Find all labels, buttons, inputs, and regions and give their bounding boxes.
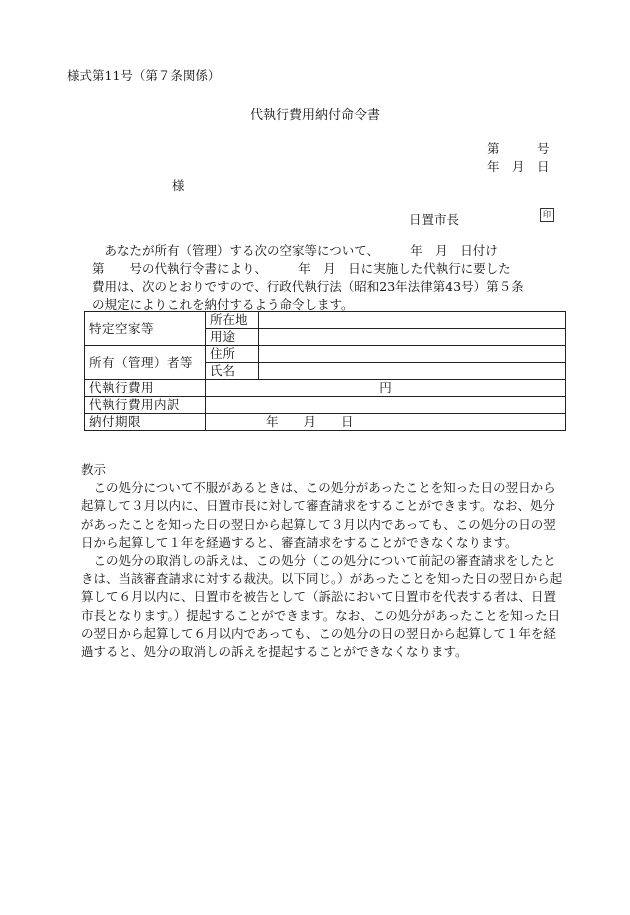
order-line: 費用は、次のとおりですので、行政代執行法（昭和23年法律第43号）第５条 bbox=[92, 279, 524, 294]
document-number: 第 号 bbox=[487, 141, 550, 156]
breakdown-label: 代執行費用内訳 bbox=[85, 397, 206, 414]
table-row bbox=[85, 380, 566, 397]
location-label: 所在地 bbox=[206, 312, 259, 329]
breakdown-value bbox=[206, 397, 566, 414]
order-line: 第 号の代執行令書により、 年 月 日に実施した代執行に要した bbox=[92, 261, 511, 276]
deadline-value: 年 月 日 bbox=[206, 414, 566, 431]
instruction-heading: 教示 bbox=[81, 462, 107, 477]
address-label: 住所 bbox=[206, 346, 259, 363]
cost-label: 代執行費用 bbox=[85, 380, 206, 397]
name-label: 氏名 bbox=[206, 363, 259, 380]
document-title: 代執行費用納付命令書 bbox=[249, 108, 380, 123]
order-line: あなたが所有（管理）する次の空家等について、 年 月 日付け bbox=[104, 243, 498, 258]
form-number: 様式第11号（第７条関係） bbox=[67, 68, 221, 83]
cost-value bbox=[206, 380, 566, 397]
location-value bbox=[259, 312, 566, 329]
specified-house-label: 特定空家等 bbox=[85, 312, 206, 346]
instruction-section bbox=[81, 461, 566, 661]
address-value bbox=[259, 346, 566, 363]
table-row bbox=[85, 397, 566, 414]
use-value bbox=[259, 329, 566, 346]
order-line: の規定によりこれを納付するよう命令します。 bbox=[92, 297, 354, 312]
table-row bbox=[85, 346, 566, 363]
deadline-label: 納付期限 bbox=[85, 414, 206, 431]
cost-info-table bbox=[84, 311, 566, 431]
document-date: 年 月 日 bbox=[487, 159, 550, 174]
name-value bbox=[259, 363, 566, 380]
cost-unit: 円 bbox=[379, 380, 392, 395]
sender-name: 日置市長 bbox=[409, 212, 460, 227]
instruction-paragraph: この処分の取消しの訴えは、この処分（この処分について前記の審査請求をしたときは、当該審査請求に対する裁決。以下同じ。）があったことを知った日の翌日から起算して６月以内に、日置市を被告として（訴訟において日置市を代表する者は、日置市長となります。）提起することができます。なお、この処分があったことを知った日の翌日から起算して６月以内であっても、この処分の日の翌日から起算して１年を経過すると、処分の取消しの訴えを提起することができなくなります。 bbox=[81, 553, 563, 660]
seal-mark: 印 bbox=[540, 208, 554, 222]
table-row bbox=[85, 414, 566, 431]
owner-label: 所有（管理）者等 bbox=[85, 346, 206, 380]
instruction-paragraph: この処分について不服があるときは、この処分があったことを知った日の翌日から起算して３月以内に、日置市長に対して審査請求をすることができます。なお、処分があったことを知った日の翌日から起算して３月以内であっても、この処分の日の翌日から起算して１年を経過すると、審査請求をすることができなくなります。 bbox=[81, 480, 556, 550]
use-label: 用途 bbox=[206, 329, 259, 346]
order-statement bbox=[92, 242, 557, 314]
table-row bbox=[85, 312, 566, 329]
addressee-suffix: 様 bbox=[172, 178, 185, 193]
